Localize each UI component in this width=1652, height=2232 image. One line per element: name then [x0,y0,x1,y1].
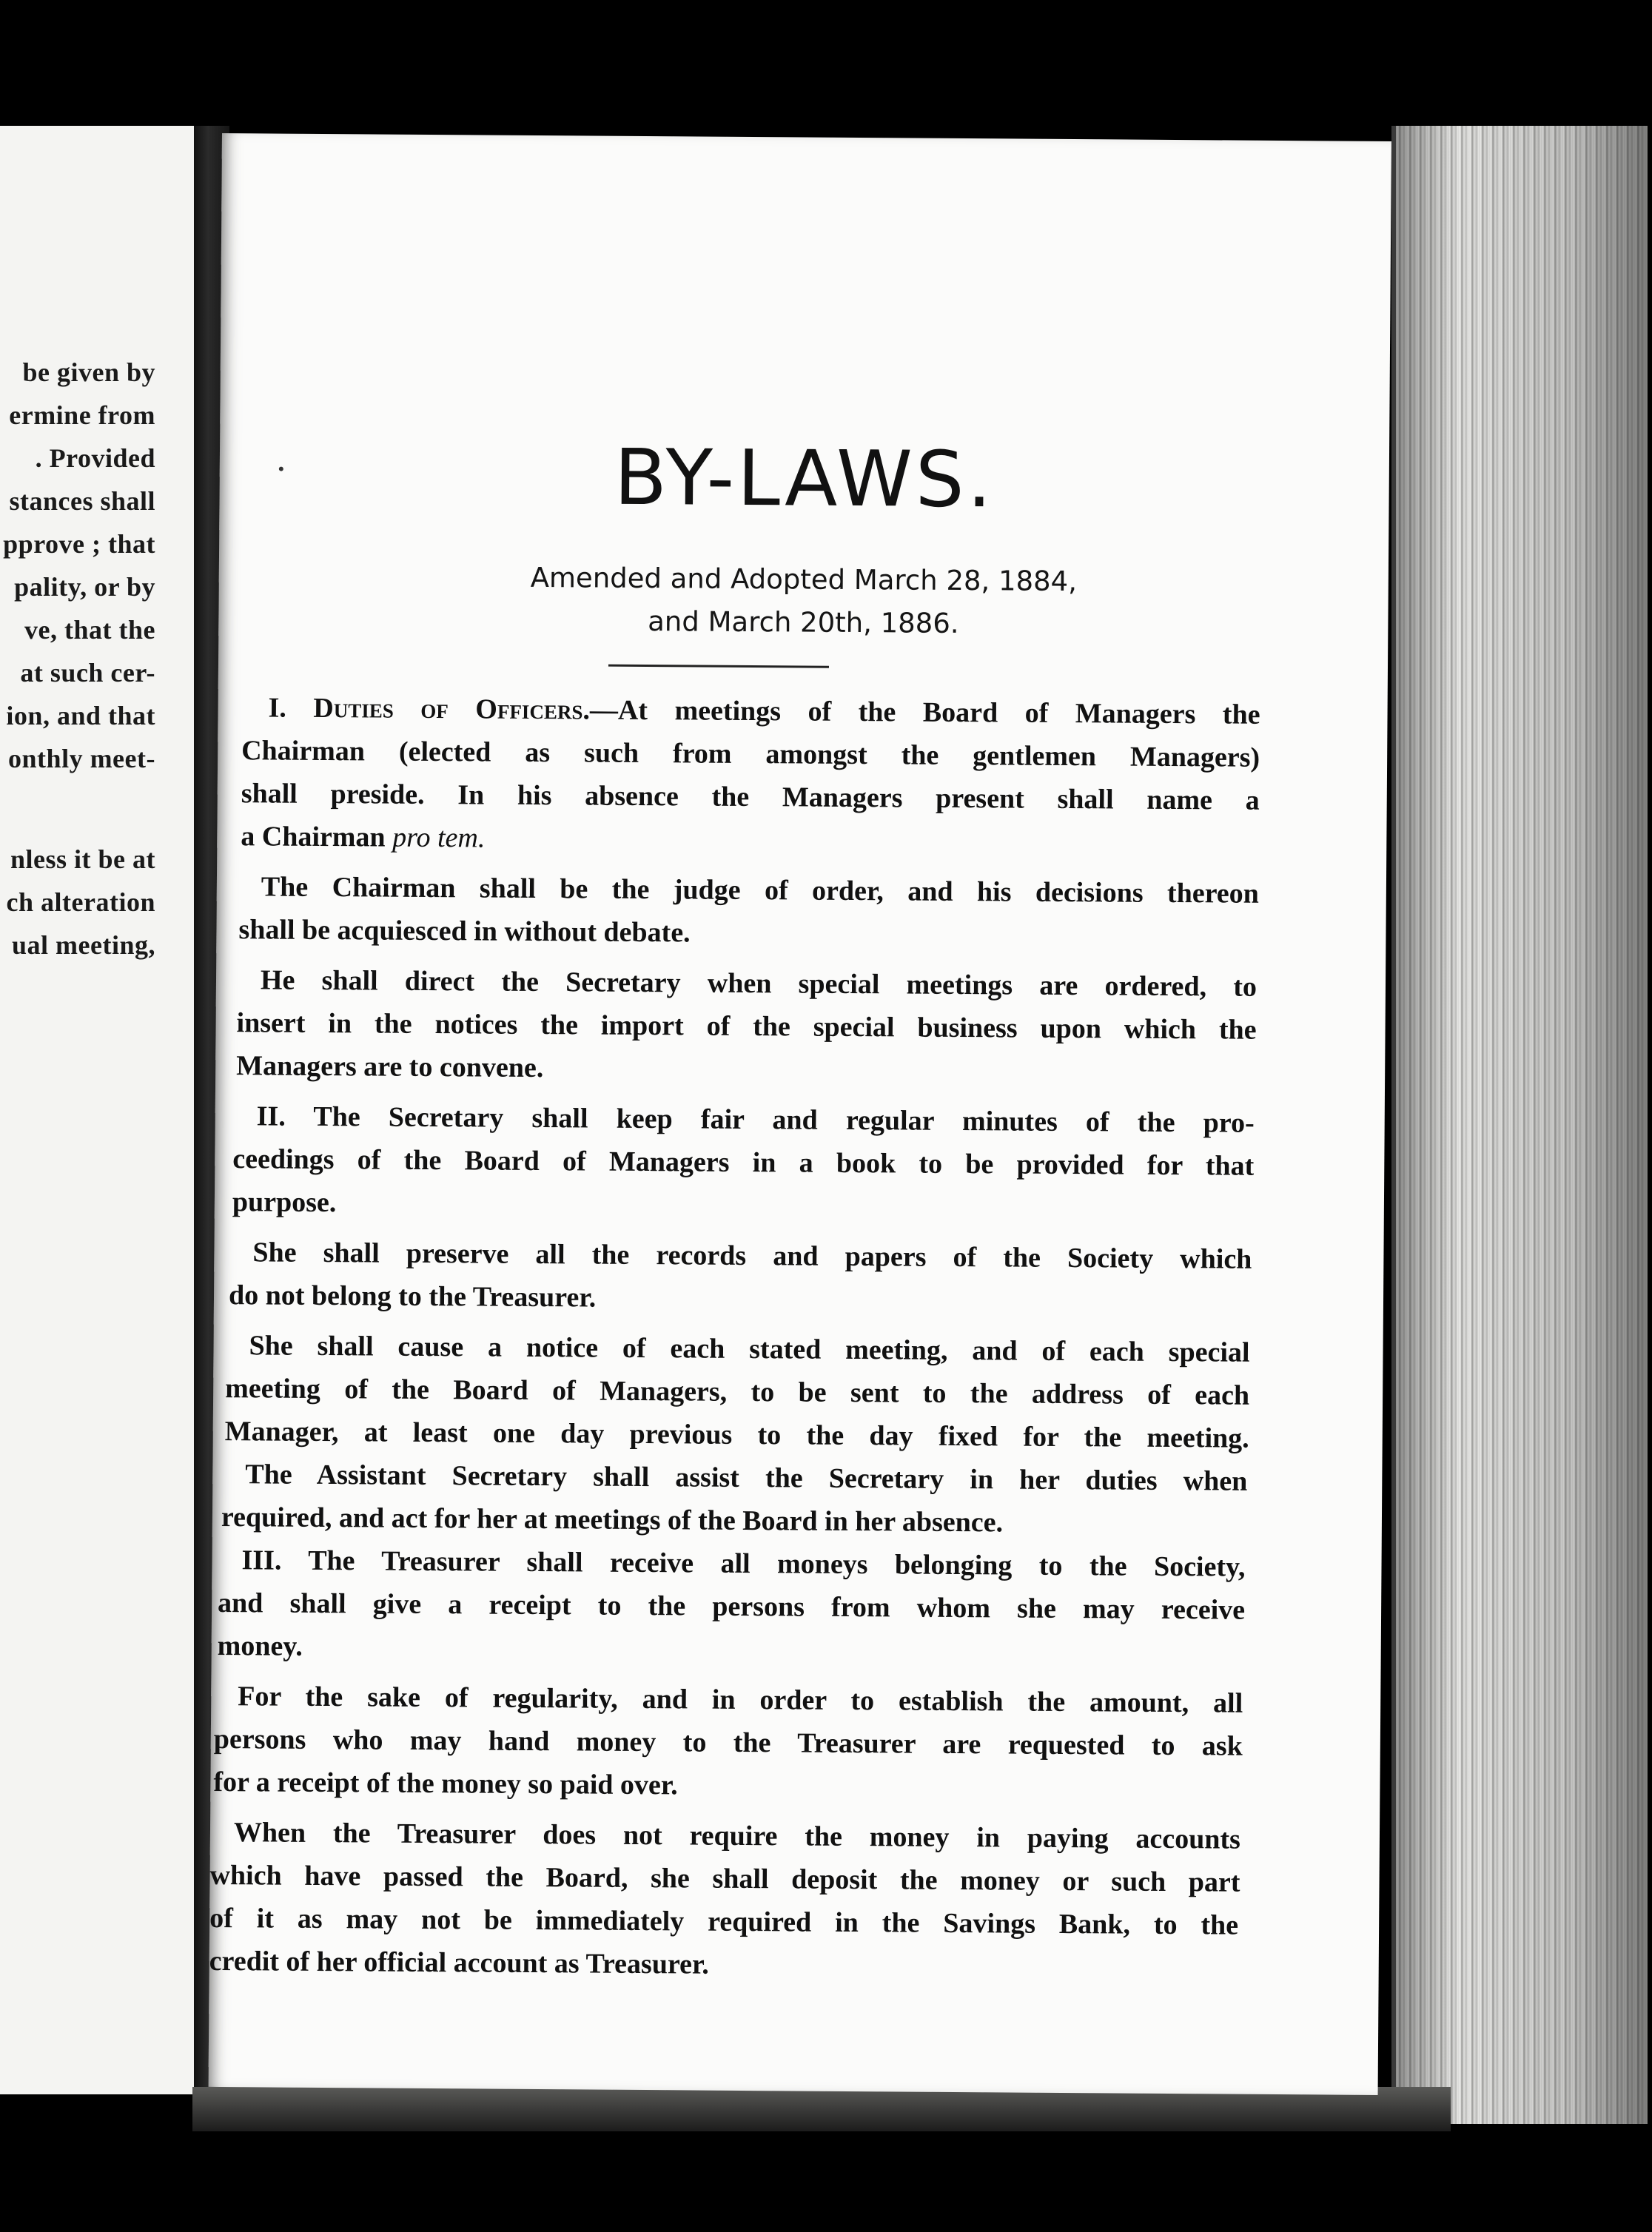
left-page-line: ve, that the [24,615,155,645]
text-line: for a receipt of the money so paid over. [213,1766,678,1801]
text-line: When the Treasurer does not require the money in paying accounts [233,1817,1241,1855]
text-line: She shall cause a notice of each stated meeting, and of each special [249,1330,1250,1368]
left-page-line: stances shall [9,486,155,516]
text-line: II. The Secretary shall keep fair and regular minutes of the pro- [256,1100,1255,1139]
text-line: insert in the notices the import of the special business upon which the [236,1007,1257,1046]
left-page-line: pprove ; that [3,529,155,559]
left-page-line: . Provided [35,443,155,473]
left-page-line: at such cer- [20,658,155,688]
left-page-line: ual meeting, [12,930,155,960]
text-line: do not belong to the Treasurer. [228,1280,597,1314]
page-subtitle-line-1: Amended and Adopted March 28, 1884, [530,561,1078,598]
left-page-line: ch alteration [6,887,155,917]
left-page-line: ermine from [9,400,155,430]
page-edges [1391,126,1648,2124]
text-line: He shall direct the Secretary when special meetings are ordered, to [260,964,1258,1003]
text-line: money. [217,1630,303,1662]
text-line: and shall give a receipt to the persons from whom she may receive [217,1587,1246,1626]
text-line: ceedings of the Board of Managers in a book to be provided for that [232,1143,1255,1182]
left-page-line: nless it be at [10,844,155,874]
text-line: shall preside. In his absence the Managers present shall name a [241,778,1260,816]
page-subtitle-line-2: and March 20th, 1886. [648,605,959,639]
text-line: She shall preserve all the records and papers of the Society which [252,1237,1252,1275]
left-page-line: onthly meet- [8,744,155,773]
text-line: Managers are to convene. [236,1050,544,1084]
text-line: For the sake of regularity, and in order to establish the amount, all [238,1681,1243,1719]
text-line: Chairman (elected as such from amongst the gentlemen Managers) [241,735,1260,773]
text-line: III. The Treasurer shall receive all moneys belonging to the Society, [241,1544,1246,1583]
text-line: Manager, at least one day previous to the day fixed for the meeting. [224,1416,1249,1454]
text-line: which have passed the Board, she shall deposit the money or such part [209,1859,1240,1898]
text-line: persons who may hand money to the Treasurer are requested to ask [213,1723,1243,1762]
text-line: The Chairman shall be the judge of order, and his decisions thereon [261,871,1260,910]
text-line: purpose. [232,1186,337,1219]
by-laws-text [209,133,1391,2095]
text-line: The Assistant Secretary shall assist the Secretary in her duties when [245,1459,1248,1497]
text-line: a Chairman pro tem. [241,821,486,854]
left-page-line: ion, and that [6,701,155,730]
left-page-line: pality, or by [14,572,155,602]
text-line: required, and act for her at meetings of the Board in her absence. [221,1502,1004,1539]
left-page-line: be given by [22,357,155,387]
text-line: shall be acquiesced in without debate. [238,914,691,949]
text-line: of it as may not be immediately required in the Savings Bank, to the [209,1902,1239,1941]
right-page [209,133,1391,2095]
page-title: BY-LAWS. [614,431,995,525]
left-facing-page [0,126,197,2094]
text-line: meeting of the Board of Managers, to be sent to the address of each [225,1373,1250,1411]
text-line: credit of her official account as Treasurer. [209,1945,710,1980]
text-line: I. Duties of Officers.—At meetings of the Board of Managers the [268,692,1260,730]
